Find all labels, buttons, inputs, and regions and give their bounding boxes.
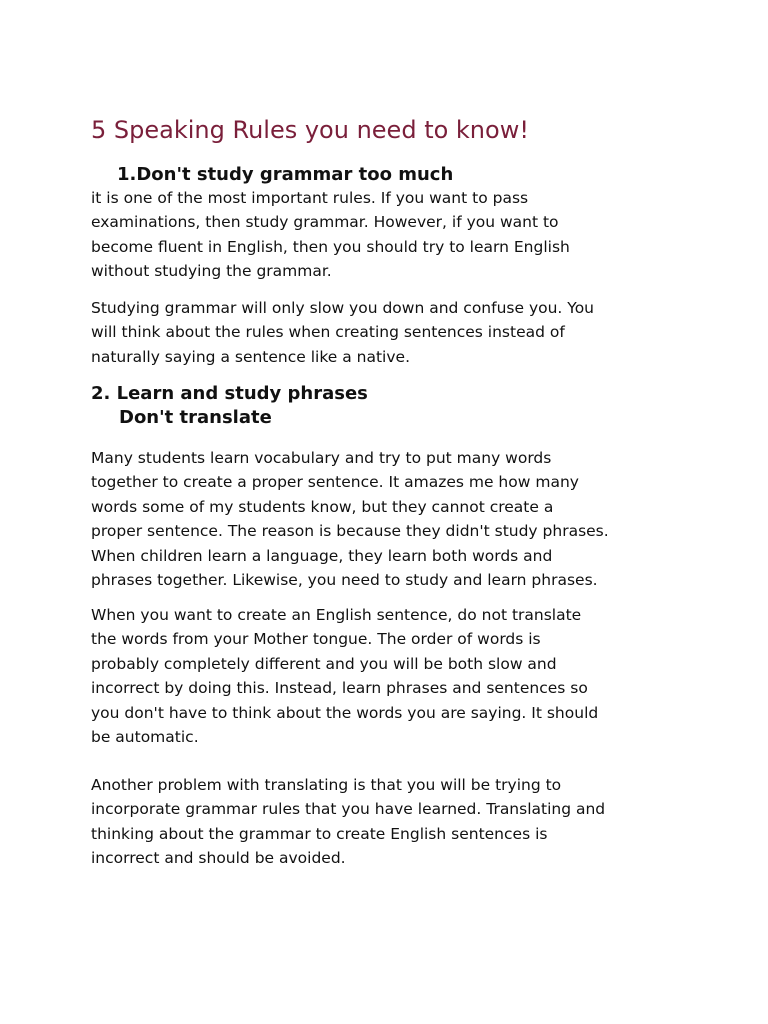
text-line: naturally saying a sentence like a native. [91,347,410,366]
section-1-heading: 1.Don't study grammar too much [117,164,454,185]
text-line: When children learn a language, they learn both words and [91,546,553,565]
text-line: Studying grammar will only slow you down and confuse you. You [91,299,595,317]
text-line: incorporate grammar rules that you have learned. Translating and [91,800,606,819]
section-2-paragraph-3 [91,773,605,871]
text-line: incorrect and should be avoided. [91,849,346,868]
text-line: Many students learn vocabulary and try to put many words [91,449,552,467]
text-line: phrases together. Likewise, you need to study and learn phrases. [91,571,598,590]
text-line: thinking about the grammar to create English sentences is [91,824,548,843]
text-line: probably completely different and you will be both slow and [91,654,557,673]
section-2-paragraph-1 [91,446,609,592]
text-line: When you want to create an English sentence, do not translate [91,606,582,624]
text-line: examinations, then study grammar. However, if you want to [91,213,559,232]
section-2-paragraph-2 [91,603,598,749]
section-1-paragraph-1 [91,186,570,284]
text-line: become fluent in English, then you should try to learn English [91,237,570,256]
section-2-subheading: Don't translate [119,407,272,428]
section-1-paragraph-2 [91,296,594,369]
text-line: you don't have to think about the words you are saying. It should [91,703,599,722]
text-line: words some of my students know, but they cannot create a [91,497,554,516]
text-line: will think about the rules when creating sentences instead of [91,323,565,342]
page-title: 5 Speaking Rules you need to know! [91,116,529,144]
text-line: proper sentence. The reason is because they didn't study phrases. [91,522,609,541]
text-line: the words from your Mother tongue. The order of words is [91,630,541,649]
text-line: incorrect by doing this. Instead, learn phrases and sentences so [91,679,588,698]
text-line: it is one of the most important rules. If you want to pass [91,189,529,207]
section-2-heading: 2. Learn and study phrases [91,383,368,404]
text-line: be automatic. [91,728,199,747]
text-line: Another problem with translating is that you will be trying to [91,776,562,794]
text-line: together to create a proper sentence. It amazes me how many [91,473,579,492]
text-line: without studying the grammar. [91,262,332,281]
